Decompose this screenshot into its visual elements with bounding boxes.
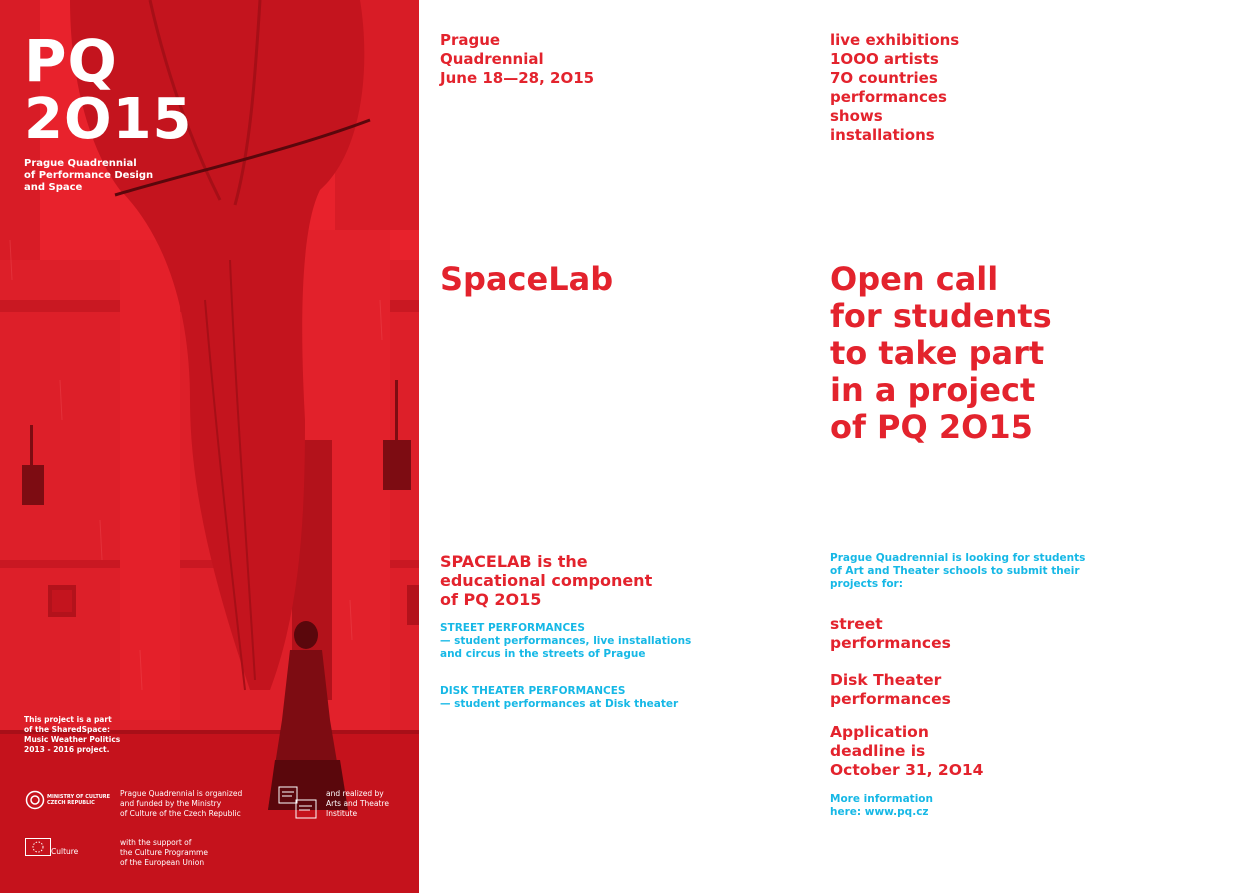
project-type-disk: Disk Theater performances xyxy=(830,671,951,708)
logo-subtitle: Prague Quadrennial of Performance Design and Space xyxy=(24,158,154,193)
ministry-logo-icon xyxy=(25,790,45,810)
project-type-street: street performances xyxy=(830,615,951,652)
highlights-list: live exhibitions 1OOO artists 7O countries performances shows installations xyxy=(830,31,960,144)
logo-year: 2O15 xyxy=(24,87,193,152)
disk-theater-desc: — student performances at Disk theater xyxy=(440,698,679,710)
institute-text: and realized by Arts and Theatre Institute xyxy=(326,789,389,818)
application-deadline: Application deadline is October 31, 2O14 xyxy=(830,723,984,779)
ministry-text: Prague Quadrennial is organized and funded by the Ministry of Culture of the Czech Republic xyxy=(120,789,243,818)
spacelab-title: SpaceLab xyxy=(440,260,614,298)
street-performances-title: STREET PERFORMANCES xyxy=(440,622,585,634)
street-performances-desc: — student performances, live installations and circus in the streets of Prague xyxy=(440,635,692,660)
ministry-logo-text: MINISTRY OF CULTURE CZECH REPUBLIC xyxy=(47,794,111,806)
institute-logo-icon xyxy=(278,786,318,820)
spacelab-description: SPACELAB is the educational component of PQ 2O15 xyxy=(440,552,653,609)
disk-theater-title: DISK THEATER PERFORMANCES xyxy=(440,685,626,697)
poster-photo xyxy=(0,0,419,893)
looking-for-text: Prague Quadrennial is looking for students of Art and Theater schools to submit their projects for: xyxy=(830,552,1086,590)
eu-logo-text: Culture xyxy=(51,847,79,856)
open-call-heading: Open call for students to take part in a project of PQ 2O15 xyxy=(830,260,1052,446)
eu-text: with the support of the Culture Programme of the European Union xyxy=(120,838,208,867)
eu-flag-icon xyxy=(25,838,51,856)
event-info: Prague Quadrennial June 18—28, 2O15 xyxy=(440,31,595,87)
sharedspace-note: This project is a part of the SharedSpace: Music Weather Politics 2013 - 2016 project. xyxy=(24,715,121,754)
logo-pq: PQ xyxy=(24,27,118,95)
more-info-link[interactable]: More information here: www.pq.cz xyxy=(830,793,933,818)
